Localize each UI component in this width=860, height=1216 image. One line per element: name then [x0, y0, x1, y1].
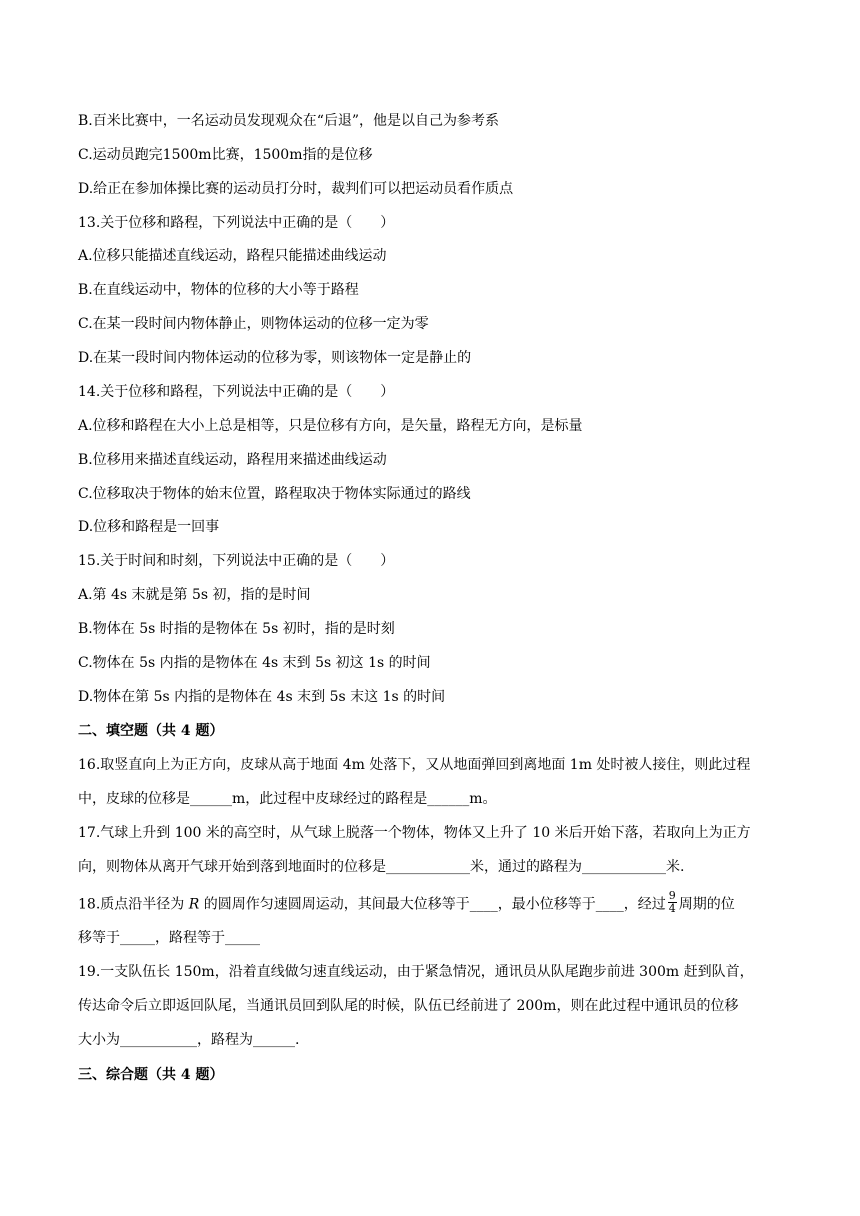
- option-c-q12: C.运动员跑完1500m比赛，1500m指的是位移: [78, 147, 373, 163]
- question-13: 13.关于位移和路程，下列说法中正确的是（ ）: [78, 215, 395, 231]
- question-18-line-1: [78, 889, 735, 917]
- option-a-q13: A.位移只能描述直线运动，路程只能描述曲线运动: [78, 248, 387, 264]
- option-d-q15: D.物体在第 5s 内指的是物体在 4s 末到 5s 末这 1s 的时间: [78, 689, 446, 705]
- question-18-text-a: 18.质点沿半径为: [78, 896, 189, 913]
- question-18-text-b: 的圆周作匀速圆周运动，其间最大位移等于____，最小位移等于____，经过: [199, 896, 666, 913]
- question-19-line-3: 大小为___________，路程为______.: [78, 1032, 300, 1048]
- question-15: 15.关于时间和时刻，下列说法中正确的是（ ）: [78, 553, 395, 569]
- question-16-line-1: 16.取竖直向上为正方向，皮球从高于地面 4m 处落下，又从地面弹回到离地面 1m 处时被人接住，则此过程: [78, 757, 751, 773]
- option-c-q14: C.位移取决于物体的始末位置，路程取决于物体实际通过的路线: [78, 486, 471, 502]
- fraction-nine-quarters: [668, 890, 677, 915]
- option-b-q13: B.在直线运动中，物体的位移的大小等于路程: [78, 282, 359, 298]
- question-14: 14.关于位移和路程，下列说法中正确的是（ ）: [78, 384, 395, 400]
- option-b-q15: B.物体在 5s 时指的是物体在 5s 初时，指的是时刻: [78, 621, 395, 637]
- option-a-q15: A.第 4s 末就是第 5s 初，指的是时间: [78, 587, 311, 603]
- option-a-q14: A.位移和路程在大小上总是相等，只是位移有方向，是矢量，路程无方向，是标量: [78, 418, 583, 434]
- question-18-line-2: 移等于_____，路程等于_____: [78, 930, 260, 946]
- option-d-q12: D.给正在参加体操比赛的运动员打分时，裁判们可以把运动员看作质点: [78, 181, 514, 197]
- question-16-line-2: 中，皮球的位移是______m，此过程中皮球经过的路程是______m。: [78, 791, 497, 807]
- option-d-q13: D.在某一段时间内物体运动的位移为零，则该物体一定是静止的: [78, 350, 472, 366]
- option-c-q15: C.物体在 5s 内指的是物体在 4s 末到 5s 初这 1s 的时间: [78, 655, 431, 671]
- option-b-q14: B.位移用来描述直线运动，路程用来描述曲线运动: [78, 452, 387, 468]
- question-17-line-1: 17.气球上升到 100 米的高空时，从气球上脱落一个物体，物体又上升了 10 米后开始下落，若取向上为正方: [78, 825, 751, 841]
- option-b-q12: B.百米比赛中，一名运动员发现观众在“后退”，他是以自己为参考系: [78, 113, 500, 129]
- option-d-q14: D.位移和路程是一回事: [78, 519, 220, 535]
- fraction-numerator: 9: [668, 889, 676, 902]
- section-heading-comprehensive: 三、综合题（共 4 题）: [78, 1067, 224, 1083]
- option-c-q13: C.在某一段时间内物体静止，则物体运动的位移一定为零: [78, 316, 429, 332]
- section-heading-fill-in: 二、填空题（共 4 题）: [78, 723, 224, 739]
- question-17-line-2: 向，则物体从离开气球开始到落到地面时的位移是____________米，通过的路程为____________米.: [78, 859, 685, 875]
- question-19-line-1: 19.一支队伍长 150m，沿着直线做匀速直线运动，由于紧急情况，通讯员从队尾跑步前进 300m 赶到队首，: [78, 964, 754, 980]
- fraction-denominator: 4: [668, 902, 676, 915]
- question-18-text-c: 周期的位: [678, 896, 735, 913]
- question-19-line-2: 传达命令后立即返回队尾，当通讯员回到队尾的时候，队伍已经前进了 200m，则在此过程中通讯员的位移: [78, 998, 739, 1014]
- radius-symbol: R: [188, 896, 200, 913]
